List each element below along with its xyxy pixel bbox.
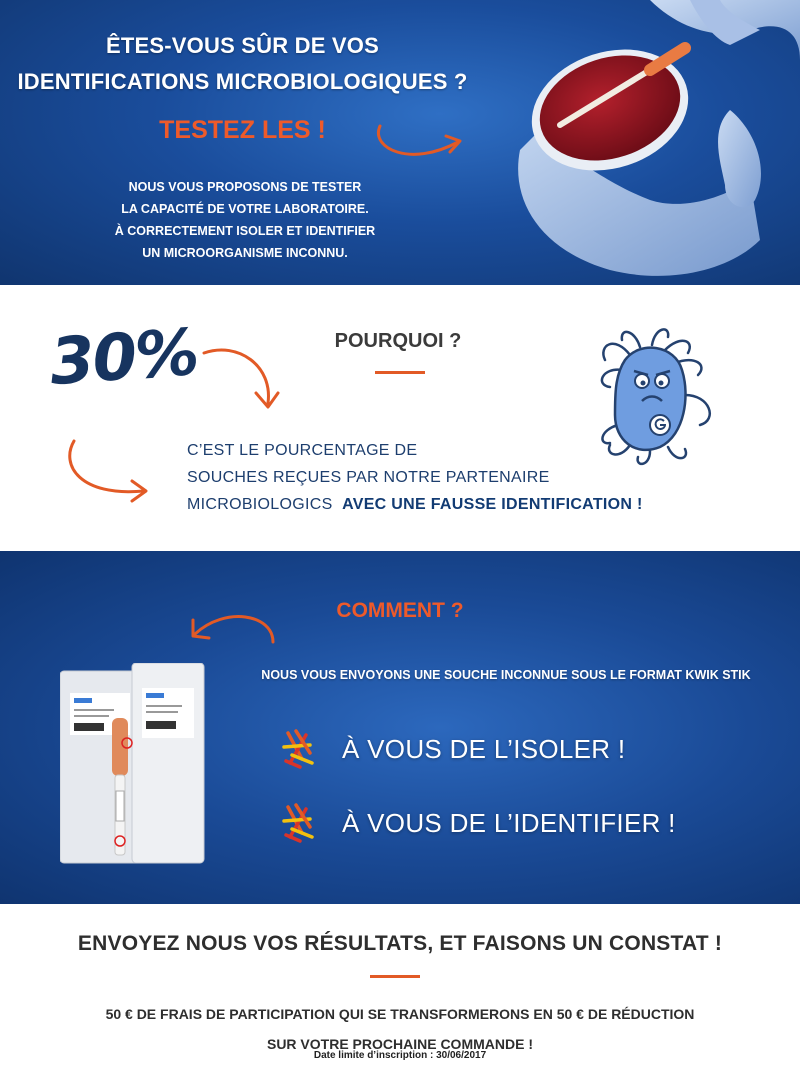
results-section [0,904,800,1068]
curved-arrow-icon [370,118,470,168]
hero-title [0,28,485,100]
curved-arrow-icon [198,341,288,416]
why-text-line2: SOUCHES REÇUES PAR NOTRE PARTENAIRE [187,469,550,486]
hero-banner [0,0,800,285]
results-title: ENVOYEZ NOUS VOS RÉSULTATS, ET FAISONS UN CONSTAT ! [77,932,723,955]
why-text-line1: C’EST LE POURCENTAGE DE [187,442,418,459]
step-identify [282,803,676,843]
how-title: COMMENT ? [336,599,464,622]
step-isolate [282,729,625,769]
results-line2: SUR VOTRE PROCHAINE COMMANDE ! [266,1036,533,1052]
divider [370,975,420,978]
step-identify-text: À VOUS DE L’IDENTIFIER ! [342,807,676,838]
hero-cta: TESTEZ LES ! [159,116,326,144]
partner-name: MICROBIOLOGICS [187,496,333,513]
percent-figure: 30% [47,315,200,401]
results-line1: 50 € DE FRAIS DE PARTICIPATION QUI SE TRANSFORMERONS EN 50 € DE RÉDUCTION [105,1006,695,1022]
hero-body-line: À CORRECTEMENT ISOLER ET IDENTIFIER [114,224,376,238]
false-id-emphasis: AVEC UNE FAUSSE IDENTIFICATION ! [342,496,643,513]
hero-body-line: NOUS VOUS PROPOSONS DE TESTER [128,180,362,194]
why-title: POURQUOI ? [334,330,462,352]
petri-dish-image [500,0,800,285]
hero-title-line2: IDENTIFICATIONS MICROBIOLOGIQUES ? [17,69,468,94]
bacteria-cluster-icon [282,803,314,843]
hero-body-line: LA CAPACITÉ DE VOTRE LABORATOIRE. [121,202,369,216]
kwik-stik-image [60,663,205,868]
why-text-line3 [187,491,707,518]
step-isolate-text: À VOUS DE L’ISOLER ! [342,733,626,764]
microbe-mascot-icon [590,325,725,470]
divider [375,371,425,374]
curved-arrow-icon [60,435,155,510]
registration-deadline: Date limite d’inscription : 30/06/2017 [313,1050,487,1061]
bacteria-cluster-icon [282,729,314,769]
how-intro: NOUS VOUS ENVOYONS UNE SOUCHE INCONNUE SOUS LE FORMAT KWIK STIK [261,668,751,682]
hero-title-line1: ÊTES-VOUS SÛR DE VOS [106,33,379,58]
why-section [0,285,800,551]
hero-body [50,176,440,264]
how-section [0,551,800,904]
hero-body-line: UN MICROORGANISME INCONNU. [142,246,348,260]
curved-arrow-icon [185,606,280,651]
